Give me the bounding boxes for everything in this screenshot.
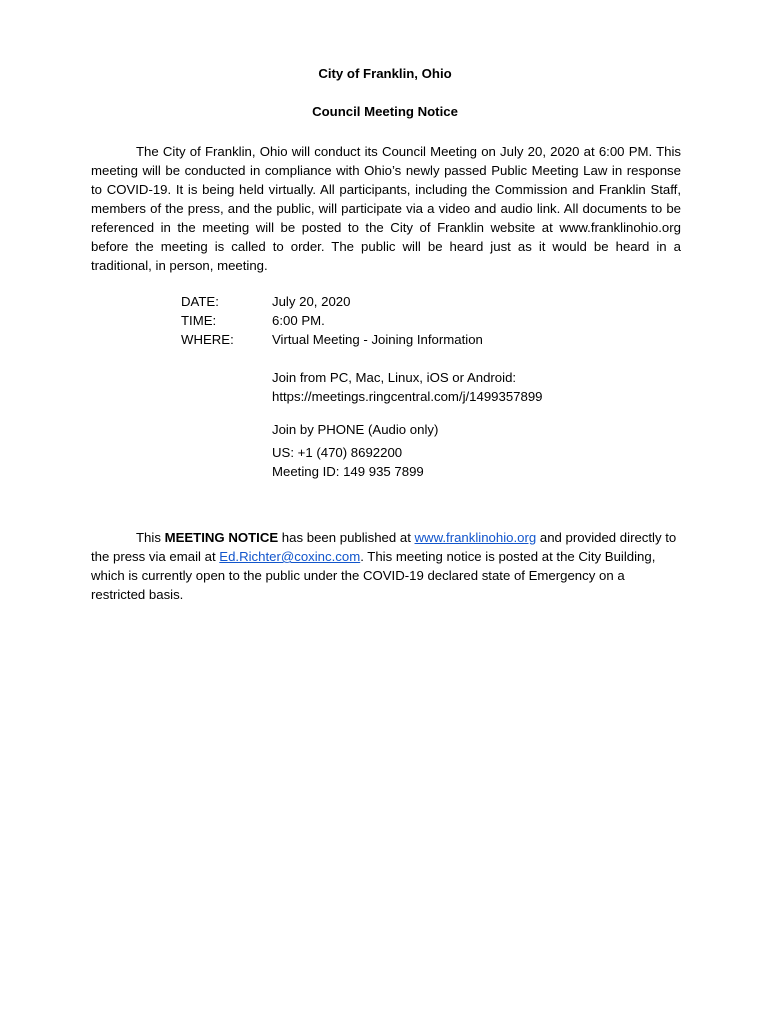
detail-row-time (181, 311, 681, 330)
date-value: July 20, 2020 (272, 294, 351, 309)
intro-text: The City of Franklin, Ohio will conduct its Council Meeting on July 20, 2020 at 6:00 PM. This meeting will be conducted in compliance with Ohio’s newly passed Public Meeting Law in response to COVID-19. It is being held virtually. All participants, including the Commission and Franklin Staff, members of the press, and the public, will participate via a video and audio link. All documents to be referenced in the meeting will be posted to the City of Franklin website at www.franklinohio.org before the meeting is called to order. The public will be heard just as it would be heard in a traditional, in person, meeting. (91, 144, 681, 273)
join-pc-url: https://meetings.ringcentral.com/j/1499357899 (272, 389, 543, 404)
join-phone-number: US: +1 (470) 8692200 (272, 445, 403, 460)
closing-after-bold: has been published at (278, 530, 415, 545)
detail-row-date (181, 292, 681, 311)
document-title: City of Franklin, Ohio (318, 66, 452, 81)
closing-paragraph (91, 528, 681, 604)
intro-paragraph (91, 142, 681, 275)
document-subtitle: Council Meeting Notice (312, 104, 458, 119)
closing-suffix: . This meeting notice is posted at the City Building, which is currently open to the public under the COVID-19 declared state of Emergency on a restricted basis. (91, 549, 656, 602)
where-value: Virtual Meeting - Joining Information (272, 332, 483, 347)
closing-after-website: and provided directly to the press via email at (91, 530, 677, 564)
where-label: WHERE: (181, 332, 234, 347)
detail-row-where (181, 330, 681, 349)
website-link[interactable]: www.franklinohio.org (414, 530, 537, 545)
email-link[interactable]: Ed.Richter@coxinc.com (219, 549, 361, 564)
join-pc-label: Join from PC, Mac, Linux, iOS or Android: (272, 370, 517, 385)
time-value: 6:00 PM. (272, 313, 325, 328)
join-phone-label: Join by PHONE (Audio only) (272, 422, 439, 437)
date-label: DATE: (181, 294, 219, 309)
closing-prefix: This (136, 530, 165, 545)
closing-bold-notice: MEETING NOTICE (164, 530, 279, 545)
time-label: TIME: (181, 313, 217, 328)
join-meeting-id: Meeting ID: 149 935 7899 (272, 464, 424, 479)
